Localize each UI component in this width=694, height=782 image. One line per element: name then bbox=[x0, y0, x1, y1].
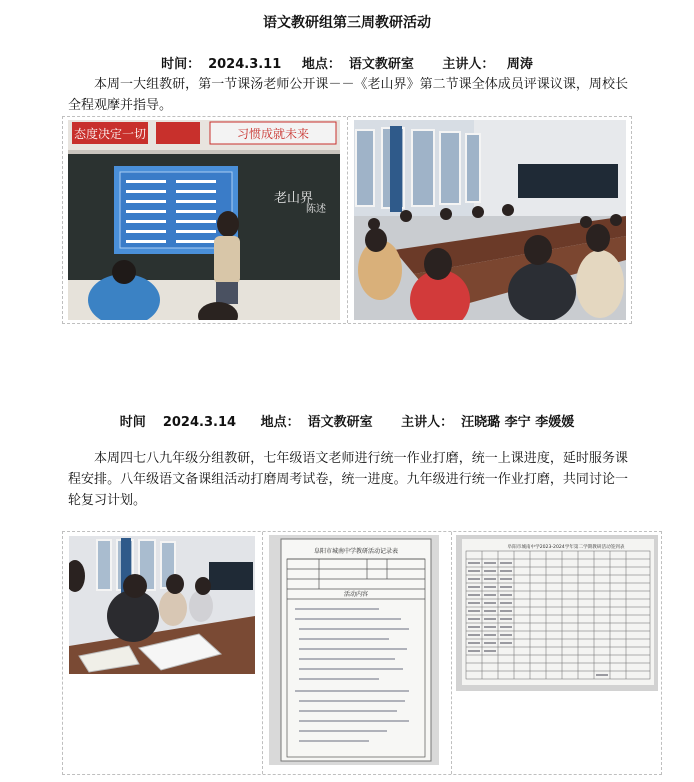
form-section-title: 活动内容 bbox=[344, 591, 369, 598]
activity-record-form-photo bbox=[269, 535, 439, 765]
sheet-title: 阜阳市城南中学2023-2024学年第二学期教研活动签到表 bbox=[507, 545, 625, 550]
time-value: 2024.3.14 bbox=[162, 415, 237, 430]
board-title-text: 老山界 bbox=[274, 191, 314, 206]
time-label: 时间： bbox=[161, 57, 201, 72]
speaker-value: 汪晓璐 李宁 李媛媛 bbox=[461, 415, 575, 430]
photo-cell-classroom-lecture bbox=[63, 117, 348, 323]
form-title: 阜阳市城南中学教研活动记录表 bbox=[314, 548, 399, 555]
classroom-lecture-photo bbox=[68, 120, 340, 320]
place-value: 语文教研室 bbox=[307, 415, 373, 430]
photo-cell-meeting-room bbox=[348, 117, 632, 323]
photo-row-1 bbox=[62, 116, 632, 324]
sign-in-sheet-photo bbox=[456, 535, 658, 691]
meeting-room-photo bbox=[354, 120, 626, 320]
time-value: 2024.3.11 bbox=[208, 57, 282, 72]
speaker-value: 周涛 bbox=[506, 57, 533, 72]
banner-left-text: 态度决定一切 bbox=[73, 127, 147, 141]
speaker-label: 主讲人： bbox=[442, 57, 495, 72]
photo-row-2 bbox=[62, 531, 662, 775]
meta-line-2 bbox=[0, 411, 694, 430]
place-label: 地点： bbox=[260, 415, 300, 430]
time-label: 时间 bbox=[119, 415, 146, 430]
place-label: 地点： bbox=[301, 57, 341, 72]
group-work-photo bbox=[69, 536, 255, 674]
photo-cell-sign-in-sheet bbox=[452, 532, 661, 774]
page-title: 语文教研组第三周教研活动 bbox=[263, 15, 431, 31]
meta-line-1 bbox=[0, 53, 694, 72]
photo-cell-activity-form bbox=[263, 532, 451, 774]
photo-cell-group-work bbox=[63, 532, 263, 774]
speaker-label: 主讲人： bbox=[401, 415, 454, 430]
paragraph-2: 本周四七八九年级分组教研，七年级语文老师进行统一作业打磨，统一上课进度，延时服务课程安排。八年级语文备课组活动打磨周考试卷，统一进度。九年级进行统一作业打磨，共同讨论一轮复习计划。 bbox=[68, 451, 628, 508]
paragraph-1: 本周一大组教研，第一节课汤老师公开课－－《老山界》第二节课全体成员评课议课，周校长全程观摩并指导。 bbox=[68, 77, 628, 113]
banner-right-text: 习惯成就未来 bbox=[236, 127, 310, 141]
place-value: 语文教研室 bbox=[348, 57, 414, 72]
board-note-text: 陈述 bbox=[306, 204, 326, 215]
